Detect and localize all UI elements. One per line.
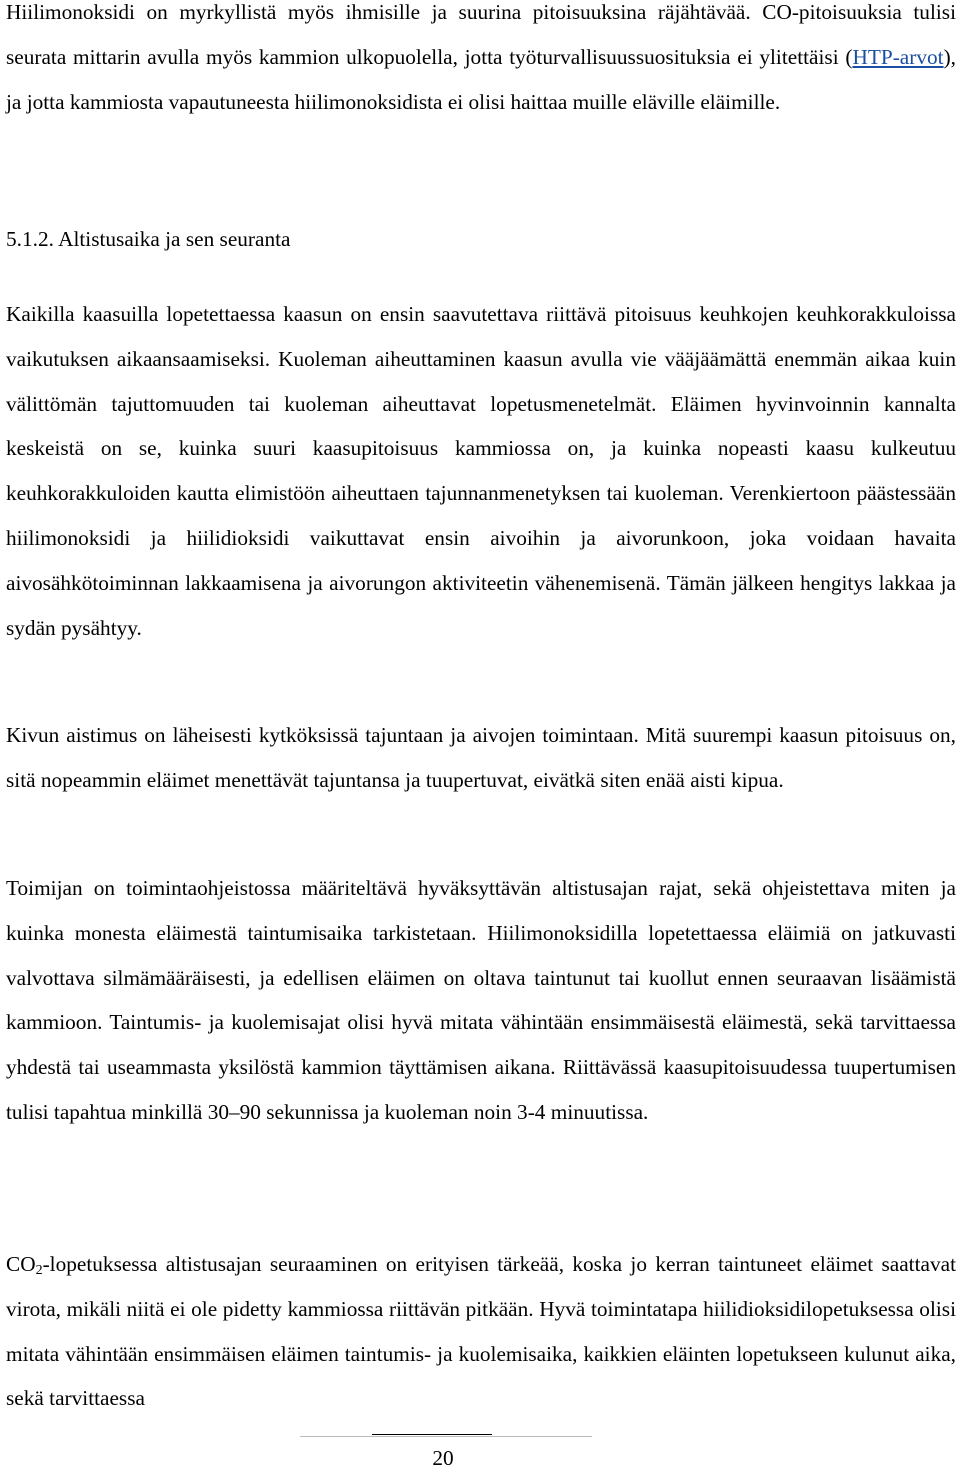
htp-arvot-link[interactable]: HTP-arvot [852, 44, 944, 69]
paragraph-exposure: Kaikilla kaasuilla lopetettaessa kaasun on ensin saavutettava riittävä pitoisuus keuhkojen keuhkorakkuloissa vaikutuksen aikaansaamiseksi. Kuoleman aiheuttaminen kaasun avulla vie vääjäämättä enemmän aikaa kuin välittömän tajuttomuuden tai kuoleman aiheuttavat lopetusmenetelmät. Eläimen hyvinvoinnin kannalta keskeistä on se, kuinka suuri kaasupitoisuus kammiossa on, ja kuinka nopeasti kaasu kulkeutuu keuhkorakkuloiden kautta elimistöön aiheuttaen tajunnanmenetyksen tai kuoleman. Verenkiertoon päästessään hiilimonoksidi ja hiilidioksidi vaikuttavat ensin aivoihin ja aivorunkoon, joka voidaan havaita aivosähkötoiminnan lakkaamisena ja aivorungon aktiviteetin vähenemisenä. Tämän jälkeen hengitys lakkaa ja sydän pysähtyy. [6, 302, 956, 640]
paragraph-text: Hiilimonoksidi on myrkyllistä myös ihmisille ja suurina pitoisuuksina räjähtävää. CO-pitoisuuksia tulisi seurata mittarin avulla myös kammion ulkopuolella, jotta työturvallisuussuosituksia ei ylitettäisi ( [6, 0, 956, 69]
footer-divider-accent [372, 1434, 492, 1435]
footer-divider [300, 1436, 592, 1437]
paragraph-text: ), ja jotta kammiosta vapautuneesta hiilimonoksidista ei olisi haittaa muille eläville eläimille. [6, 44, 956, 114]
paragraph-co-monitoring [6, 0, 956, 124]
paragraph-pain: Kivun aistimus on läheisesti kytköksissä tajuntaan ja aivojen toimintaan. Mitä suurempi kaasun pitoisuus on, sitä nopeammin eläimet menettävät tajuntansa ja tuupertuvat, eivätkä siten enää aisti kipua. [6, 723, 956, 792]
page-number: 20 [432, 1446, 454, 1470]
co2-subscript: 2 [35, 1263, 43, 1278]
paragraph-co2 [6, 1242, 956, 1421]
paragraph-instructions: Toimijan on toimintaohjeistossa määriteltävä hyväksyttävän altistusajan rajat, sekä ohjeistettava miten ja kuinka monesta eläimestä taintumisaika tarkistetaan. Hiilimonoksidilla lopetettaessa eläimiä on jatkuvasti valvottava silmämääräisesti, ja edellisen eläimen on oltava taintunut tai kuollut ennen seuraavan lisäämistä kammioon. Taintumis- ja kuolemisajat olisi hyvä mitata vähintään ensimmäisestä eläimestä, sekä tarvittaessa yhdestä tai useammasta yksilöstä kammion täyttämisen aikana. Riittävässä kaasupitoisuudessa tuupertumisen tulisi tapahtua minkillä 30–90 sekunnissa ja kuoleman noin 3-4 minuutissa. [6, 876, 956, 1124]
paragraph-text: -lopetuksessa altistusajan seuraaminen on erityisen tärkeää, koska jo kerran taintuneet eläimet saattavat virota, mikäli niitä ei ole pidetty kammiossa riittävän pitkään. Hyvä toimintatapa hiilidioksidilopetuksessa olisi mitata vähintään ensimmäisen eläimen taintumis- ja kuolemisaika, kaikkien eläinten lopetukseen kulunut aika, sekä tarvittaessa [6, 1252, 956, 1411]
co2-prefix: CO [6, 1252, 36, 1276]
section-heading: 5.1.2. Altistusaika ja sen seuranta [6, 227, 291, 251]
